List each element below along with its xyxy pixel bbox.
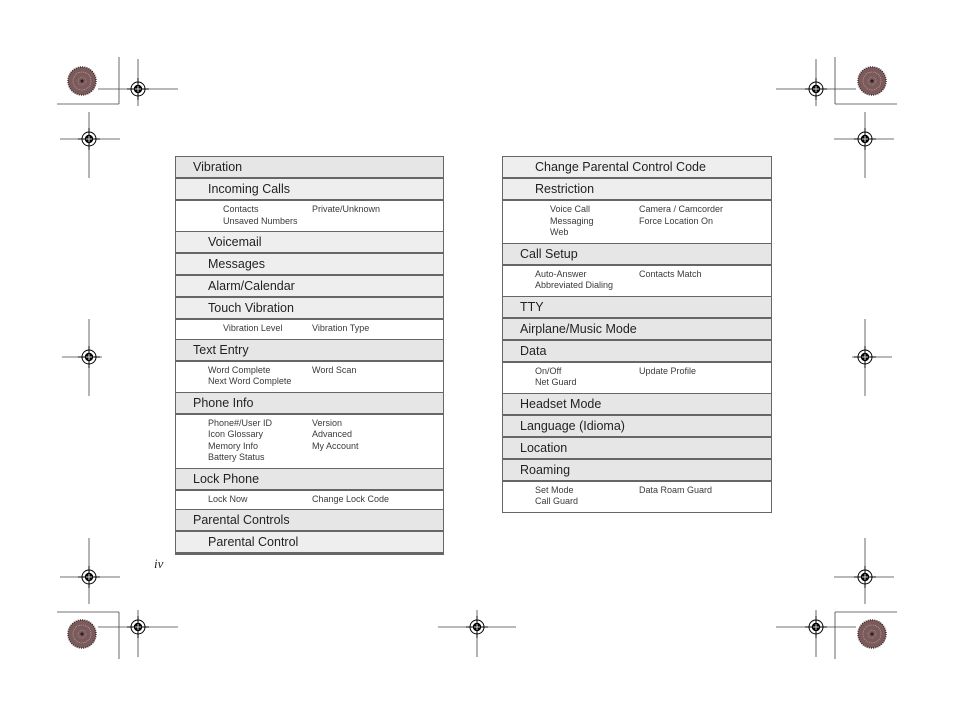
menu-option: [312, 376, 443, 388]
menu-option: Web: [550, 227, 569, 237]
menu-heading: [503, 460, 771, 482]
menu-option: On/Off: [535, 365, 562, 376]
menu-options: [176, 491, 443, 511]
menu-options: [503, 363, 771, 394]
menu-option: Abbreviated Dialing: [535, 280, 614, 290]
menu-label: Parental Control: [208, 535, 299, 549]
menu-option: [312, 452, 443, 464]
submenu-heading: [176, 254, 443, 276]
menu-label: Data: [520, 343, 547, 358]
menu-option: Contacts: [223, 204, 259, 214]
menu-option: Messaging: [550, 215, 594, 226]
menu-options: [176, 362, 443, 393]
menu-option: Force Location On: [639, 215, 714, 226]
menu-label: Roaming: [520, 462, 571, 477]
menu-option: Data Roam Guard: [639, 484, 713, 495]
menu-label: Alarm/Calendar: [208, 279, 295, 293]
menu-option: Update Profile: [639, 365, 697, 376]
menu-option: Net Guard: [535, 377, 577, 387]
menu-option: Memory Info: [208, 440, 259, 451]
menu-option: Phone#/User ID: [208, 417, 273, 428]
submenu-heading: [176, 276, 443, 298]
menu-heading: [176, 469, 443, 491]
menu-label: Parental Controls: [193, 513, 290, 527]
menu-option: Lock Now: [208, 493, 248, 504]
menu-label: Location: [520, 440, 568, 455]
menu-option: [639, 280, 771, 292]
submenu-heading: [503, 179, 771, 201]
menu-option: Camera / Camcorder: [639, 204, 724, 214]
page-number: iv: [154, 556, 164, 571]
menu-label: Change Parental Control Code: [535, 160, 706, 174]
menu-label: Call Setup: [520, 246, 578, 261]
menu-option: [639, 227, 771, 239]
menu-option: Word Complete: [208, 364, 271, 375]
menu-label: TTY: [520, 299, 544, 314]
menu-heading: [176, 510, 443, 532]
menu-heading: [176, 157, 443, 179]
menu-option: Icon Glossary: [208, 429, 264, 439]
menu-option: Voice Call: [550, 204, 591, 214]
menu-option: My Account: [312, 440, 359, 451]
menu-option: [639, 496, 771, 508]
menu-heading: [503, 297, 771, 319]
menu-option: Battery Status: [208, 452, 265, 462]
menu-heading: [503, 394, 771, 416]
menu-heading: [503, 319, 771, 341]
submenu-heading: [176, 232, 443, 254]
menu-options: [176, 415, 443, 469]
menu-label: Incoming Calls: [208, 182, 290, 196]
submenu-heading: [503, 157, 771, 179]
menu-label: Language (Idioma): [520, 418, 625, 433]
submenu-heading: [176, 532, 443, 554]
menu-label: Lock Phone: [193, 471, 260, 486]
menu-option: [639, 377, 771, 389]
menu-heading: [503, 244, 771, 266]
menu-option: Contacts Match: [639, 268, 702, 279]
menu-options: [176, 201, 443, 232]
menu-option: Set Mode: [535, 484, 574, 495]
menu-label: Phone Info: [193, 395, 254, 410]
menu-heading: [176, 393, 443, 415]
menu-option: Private/Unknown: [312, 204, 381, 214]
menu-options: [503, 482, 771, 512]
menu-option: Advanced: [312, 429, 353, 439]
menu-heading: [503, 341, 771, 363]
menu-option: Change Lock Code: [312, 493, 390, 504]
menu-option: Call Guard: [535, 496, 579, 506]
menu-label: Voicemail: [208, 235, 262, 249]
menu-label: Text Entry: [193, 342, 249, 357]
menu-option: Word Scan: [312, 364, 357, 375]
menu-table-left: [175, 156, 444, 555]
menu-label: Touch Vibration: [208, 301, 294, 315]
submenu-heading: [176, 298, 443, 320]
menu-label: Airplane/Music Mode: [520, 321, 637, 336]
menu-options: [503, 266, 771, 297]
menu-heading: [503, 438, 771, 460]
menu-heading: [503, 416, 771, 438]
menu-table-right: [502, 156, 772, 513]
menu-heading: [176, 340, 443, 362]
menu-option: Next Word Complete: [208, 376, 292, 386]
menu-options: [176, 320, 443, 340]
menu-label: Messages: [208, 257, 265, 271]
menu-option: Unsaved Numbers: [223, 215, 298, 226]
menu-option: Vibration Type: [312, 323, 370, 333]
menu-option: Auto-Answer: [535, 268, 587, 279]
menu-option: Version: [312, 417, 343, 428]
submenu-heading: [176, 179, 443, 201]
menu-label: Restriction: [535, 182, 595, 196]
menu-label: Vibration: [193, 160, 243, 174]
menu-option: [312, 216, 443, 228]
menu-options: [503, 201, 771, 244]
menu-label: Headset Mode: [520, 396, 602, 411]
menu-option: Vibration Level: [223, 323, 283, 333]
